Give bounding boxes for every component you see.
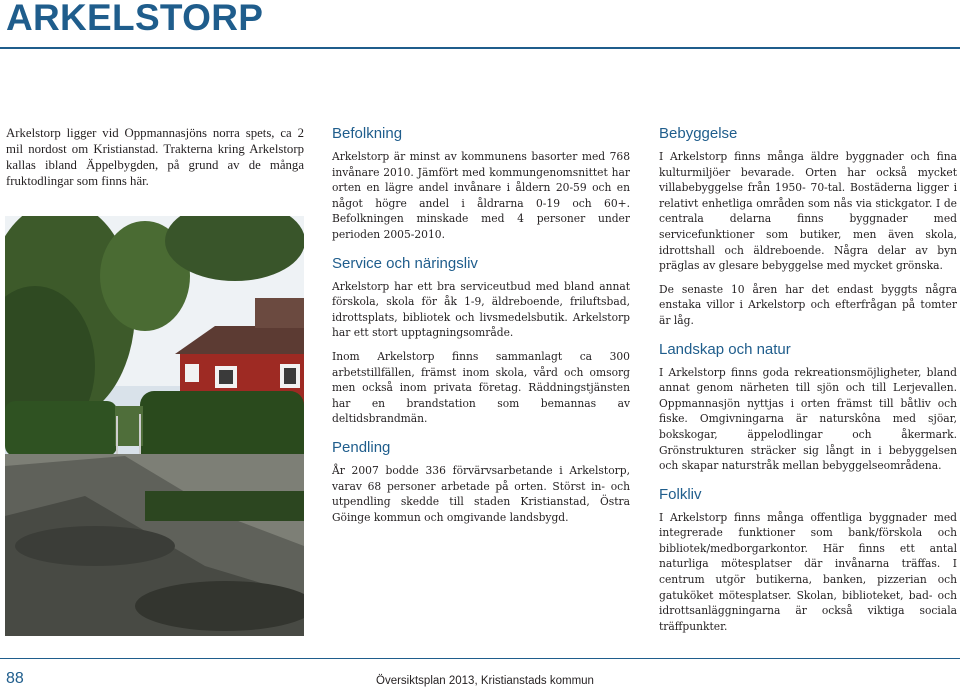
title-divider [0,47,960,49]
landskap-paragraph: I Arkelstorp finns goda rekreationsmöjligheter, bland annat genom närheten till sjön och till Lerjevallen. Oppmannasjön nyttjas i orten främst till båtliv och fiske. Omgivningarna är naturskôna med sjöar, bokskogar, äppelodlingar och åkermark. Grönstrukturen sträcker sig långt in i bebyggelsen och skapar naturstråk mellan bebyggelseområdena. [659,365,957,473]
folkliv-paragraph: I Arkelstorp finns många offentliga byggnader med integrerade funktioner som bank/förskola och bibliotek/medborgarkontor. Här finns ett antal naturliga mötesplatser där invånarna träffas. I centrum utgör butikerna, banken, pizzerian och gatuköket mötesplatser. Skolan, biblioteket, bad- och idrottsanläggningarna är också viktiga sociala träffpunkter. [659,510,957,633]
heading-landskap: Landskap och natur [659,340,791,358]
footer-divider [0,658,960,659]
service-paragraph-1: Arkelstorp har ett bra serviceutbud med bland annat förskola, skola för åk 1-9, äldreboende, friluftsbad, idrottsplats, bibliotek och livsmedelsbutik. Arkelstorp har ett stort upptagningsområde. [332,279,630,340]
service-paragraph-2: Inom Arkelstorp finns sammanlagt ca 300 arbetstillfällen, främst inom skola, vård och omsorg men också inom privata företag. Räddningstjänsten har en brandstation som bemannas av deltidsbrandmän. [332,349,630,426]
heading-pendling: Pendling [332,438,391,456]
footer-text: Översiktsplan 2013, Kristianstads kommun [376,675,594,687]
column-middle [332,125,630,533]
heading-service: Service och näringsliv [332,254,478,272]
bebyggelse-paragraph-1: I Arkelstorp finns många äldre byggnader och fina kulturmiljöer bevarade. Orten har också mycket villabebyggelse från 1950- 70-tal. Bostäderna ligger i relativt enhetliga områden som nås via stickgator. I de centrala delarna finns byggnader med servicefunktioner som butiker, men även skola, idrottshall och äldreboende. Några delar av byn präglas av glesare bebyggelse med mycket grönska. [659,150,957,273]
page-number: 88 [6,670,24,687]
bebyggelse-paragraph-2: De senaste 10 åren har det endast byggts några enstaka villor i Arkelstorp och efterfrågan på tomter är låg. [659,282,957,327]
pendling-paragraph: År 2007 bodde 336 förvärvsarbetande i Arkelstorp, varav 68 personer arbetade på orten. Störst in- och utpendling skedde till staden Kristianstad, Östra Göinge kommun och omgivande landsbygd. [332,463,630,524]
heading-folkliv: Folkliv [659,485,702,503]
befolkning-paragraph: Arkelstorp är minst av kommunens basorter med 768 invånare 2010. Jämfört med kommungenomsnittet har orten en lägre andel invånare i åldern 20-59 och en något högre andel i åldrarna 0-19 och 60+. Befolkningen minskade med 4 personer under perioden 2005-2010. [332,150,630,241]
intro-text: Arkelstorp ligger vid Oppmannasjöns norra spets, ca 2 mil nordost om Kristianstad. Trakterna kring Arkelstorp kallas ibland Äppelbygden, på grund av de många fruktodlingar som finns här. [6,126,304,188]
village-photo [5,216,304,636]
heading-befolkning: Befolkning [332,125,403,142]
heading-bebyggelse: Bebyggelse [659,125,738,142]
column-right [659,125,957,642]
page-title: ARKELSTORP [6,0,264,38]
